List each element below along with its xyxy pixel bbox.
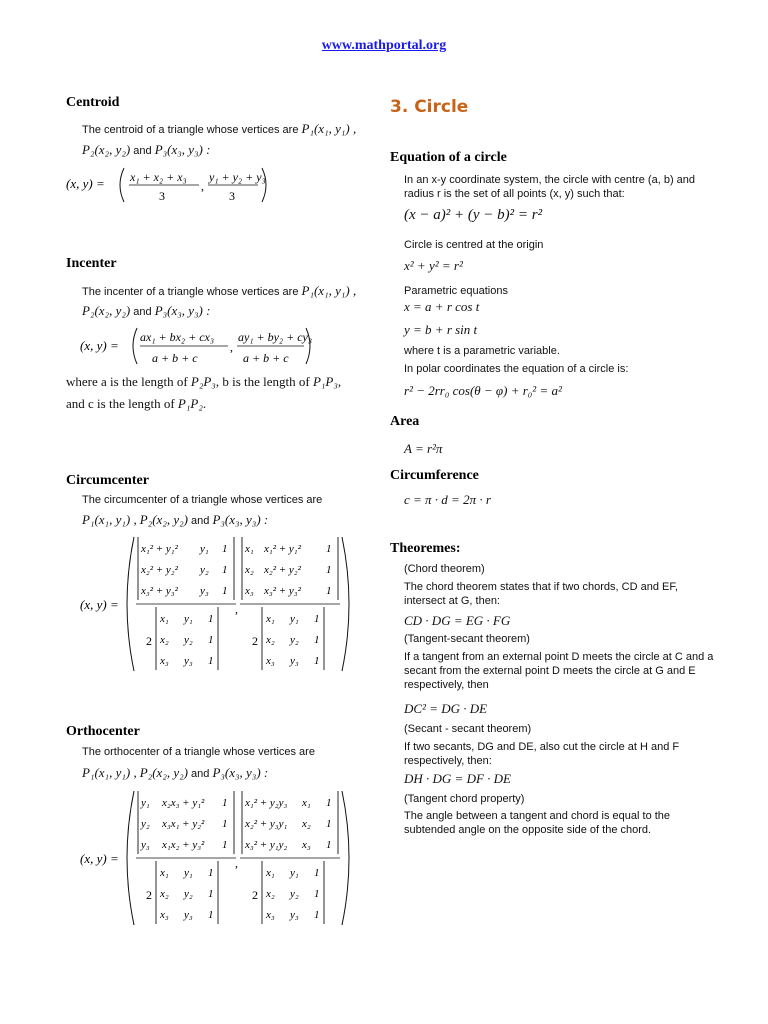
denominator-2-cell: x₁ <box>266 867 275 879</box>
tangent-secant-name: (Tangent-secant theorem) <box>404 633 530 645</box>
denominator-1-cell: y₃ <box>184 909 193 921</box>
denominator-1-cell: y₂ <box>184 634 193 646</box>
centroid-den1: 3 <box>159 189 165 203</box>
centroid-num2: y₁ + y₂ + y₃ <box>209 170 266 184</box>
centroid-den2: 3 <box>229 189 235 203</box>
equation-param-x: x = a + r cos t <box>404 299 480 314</box>
incenter-den1: a + b + c <box>152 351 198 365</box>
numerator-2-cell: 1 <box>326 564 332 576</box>
denominator-2-cell: y₂ <box>290 888 299 900</box>
denominator-2-cell: 1 <box>314 867 320 879</box>
denominator-coefficient: 2 <box>252 634 258 648</box>
secant-secant-text: If two secants, DG and DE, also cut the circle at H and F respectively, then: <box>404 741 680 767</box>
circumcenter-p3: P₃(x₃, y₃) : <box>212 512 269 527</box>
denominator-2-cell: y₃ <box>290 909 299 921</box>
denominator-1-cell: 1 <box>208 613 214 625</box>
where-t-text: where t is a parametric variable. <box>404 345 560 357</box>
centroid-num1: x₁ + x₂ + x₃ <box>130 170 187 184</box>
incenter-and: and <box>133 306 152 318</box>
circumcenter-text: The circumcenter of a triangle whose vertices are <box>82 494 323 506</box>
numerator-1-cell: 1 <box>222 585 228 597</box>
numerator-1-cell: y₂ <box>200 564 209 576</box>
centroid-and: and <box>133 145 152 157</box>
circumcenter-p2: P₂(x₂, y₂) <box>139 512 188 527</box>
parametric-text: Parametric equations <box>404 285 508 297</box>
comma: , <box>230 340 233 354</box>
numerator-2-cell: x₂ <box>302 818 311 830</box>
denominator-2-cell: x₂ <box>266 634 275 646</box>
equation-polar: r² − 2rr₀ cos(θ − φ) + r₀² = a² <box>404 383 562 398</box>
equation-title: Equation of a circle <box>390 150 507 165</box>
denominator-1-cell: 1 <box>208 655 214 667</box>
orthocenter-formula-lhs: (x, y) = <box>80 851 119 866</box>
circumference-title: Circumference <box>390 468 479 483</box>
denominator-1-cell: x₂ <box>160 634 169 646</box>
section-title: 3. Circle <box>390 97 469 117</box>
denominator-2-cell: y₁ <box>290 613 299 625</box>
denominator-1-cell: x₃ <box>160 655 169 667</box>
centroid-p1: P₁(x₁, y₁) , <box>301 121 357 136</box>
denominator-1-cell: x₃ <box>160 909 169 921</box>
paren-left <box>133 328 137 364</box>
where-p1p3: P₁P₃ <box>312 374 338 389</box>
centroid-formula-lhs: (x, y) = <box>66 176 105 191</box>
incenter-p3: P₃(x₃, y₃) : <box>154 303 211 318</box>
incenter-formula-lhs: (x, y) = <box>80 338 119 353</box>
numerator-1-cell: 1 <box>222 818 228 830</box>
incenter-where-1 <box>66 374 341 390</box>
denominator-coefficient: 2 <box>146 634 152 648</box>
denominator-2-cell: x₃ <box>266 655 275 667</box>
where-p2p3: P₂P₃ <box>190 374 216 389</box>
incenter-num2: ay₁ + by₂ + cy₃ <box>238 330 313 344</box>
denominator-2-cell: x₁ <box>266 613 275 625</box>
denominator-2-cell: y₁ <box>290 867 299 879</box>
incenter-p1: P₁(x₁, y₁) , <box>301 283 357 298</box>
where-text: , <box>337 374 342 389</box>
denominator-2-cell: 1 <box>314 888 320 900</box>
secant-secant-eq: DH · DG = DF · DE <box>404 771 511 786</box>
comma: , <box>235 856 238 870</box>
orthocenter-formula <box>80 787 365 929</box>
numerator-1-cell: x₁² + y₁² <box>141 543 178 555</box>
numerator-1-cell: y₂ <box>141 818 150 830</box>
centroid-p3: P₃(x₃, y₃) : <box>154 142 211 157</box>
where-text: , b is the length of <box>215 374 310 389</box>
circumference-equation: c = π · d = 2π · r <box>404 492 491 507</box>
denominator-1-cell: y₁ <box>184 867 193 879</box>
orthocenter-title: Orthocenter <box>66 724 140 739</box>
denominator-1-cell: y₃ <box>184 655 193 667</box>
area-equation: A = r²π <box>404 441 443 456</box>
where-text: where a is the length of <box>66 374 188 389</box>
where-text: and c is the length of <box>66 396 175 411</box>
centroid-p2: P₂(x₂, y₂) <box>82 142 131 157</box>
orthocenter-p2: P₂(x₂, y₂) <box>139 765 188 780</box>
header-link[interactable]: www.mathportal.org <box>321 38 447 53</box>
incenter-formula <box>80 323 320 369</box>
orthocenter-text: The orthocenter of a triangle whose vertices are <box>82 746 315 758</box>
tangent-secant-eq: DC² = DG · DE <box>404 701 488 716</box>
denominator-1-cell: x₁ <box>160 613 169 625</box>
equation-text: In an x-y coordinate system, the circle with centre (a, b) and radius r is the set of all points (x, y) such that: <box>404 174 696 200</box>
where-text: . <box>202 396 207 411</box>
circumcenter-text-2 <box>82 513 268 528</box>
numerator-2-cell: x₂ <box>245 564 254 576</box>
denominator-2-cell: 1 <box>314 613 320 625</box>
incenter-title: Incenter <box>66 256 117 271</box>
comma: , <box>235 602 238 616</box>
tangent-chord-name: (Tangent chord property) <box>404 793 525 805</box>
numerator-2-cell: x₁² + y₁² <box>264 543 301 555</box>
incenter-num1: ax₁ + bx₂ + cx₃ <box>140 330 215 344</box>
polar-text: In polar coordinates the equation of a circle is: <box>404 363 629 375</box>
denominator-1-cell: 1 <box>208 888 214 900</box>
numerator-1-cell: 1 <box>222 797 228 809</box>
denominator-1-cell: 1 <box>208 867 214 879</box>
numerator-1-cell: x₁x₂ + y₃² <box>162 839 205 851</box>
where-p1p2: P₁P₂ <box>177 396 203 411</box>
denominator-coefficient: 2 <box>146 888 152 902</box>
circumcenter-formula-lhs: (x, y) = <box>80 597 119 612</box>
denominator-2-cell: 1 <box>314 634 320 646</box>
tangent-chord-text: The angle between a tangent and chord is equal to the subtended angle on the opposite side of the chord. <box>404 810 671 836</box>
paren-left <box>120 168 124 202</box>
incenter-text-2 <box>82 304 210 319</box>
denominator-1-cell: y₂ <box>184 888 193 900</box>
numerator-1-cell: x₂x₃ + y₁² <box>162 797 205 809</box>
denominator-2-cell: x₃ <box>266 909 275 921</box>
secant-secant-name: (Secant - secant theorem) <box>404 723 532 735</box>
equation-param-y: y = b + r sin t <box>404 322 478 337</box>
orthocenter-text-2 <box>82 766 268 781</box>
incenter-where-2 <box>66 396 206 412</box>
numerator-2-cell: x₂² + y₂² <box>264 564 301 576</box>
chord-theorem-text: The chord theorem states that if two chords, CD and EF, intersect at G, then: <box>404 581 678 607</box>
equation-general: (x − a)² + (y − b)² = r² <box>404 207 543 223</box>
denominator-2-cell: y₂ <box>290 634 299 646</box>
circumcenter-title: Circumcenter <box>66 473 149 488</box>
paren-left <box>127 791 134 925</box>
numerator-1-cell: 1 <box>222 543 228 555</box>
paren-left <box>127 537 134 671</box>
tangent-secant-text: If a tangent from an external point D meets the circle at C and a secant from the external point D meets the circle at G and E respectively, then <box>404 651 714 691</box>
centroid-title: Centroid <box>66 95 120 110</box>
paren-right <box>342 791 349 925</box>
numerator-2-cell: x₃ <box>302 839 311 851</box>
denominator-2-cell: x₂ <box>266 888 275 900</box>
numerator-2-cell: x₁ <box>245 543 254 555</box>
centroid-text-2 <box>82 143 210 158</box>
numerator-1-cell: 1 <box>222 839 228 851</box>
denominator-2-cell: 1 <box>314 909 320 921</box>
denominator-1-cell: y₁ <box>184 613 193 625</box>
comma: , <box>201 179 204 193</box>
circumcenter-and: and <box>191 515 210 527</box>
numerator-2-cell: x₂² + y₃y₁ <box>245 818 288 830</box>
orthocenter-and: and <box>191 768 210 780</box>
centroid-formula <box>66 162 286 210</box>
area-title: Area <box>390 414 420 429</box>
numerator-2-cell: 1 <box>326 543 332 555</box>
numerator-1-cell: x₃x₁ + y₂² <box>162 818 205 830</box>
orthocenter-p3: P₃(x₃, y₃) : <box>212 765 269 780</box>
numerator-1-cell: y₃ <box>200 585 209 597</box>
numerator-1-cell: y₁ <box>141 797 150 809</box>
numerator-1-cell: x₃² + y₃² <box>141 585 178 597</box>
numerator-2-cell: x₃² + y₃² <box>264 585 301 597</box>
numerator-2-cell: 1 <box>326 839 332 851</box>
denominator-1-cell: 1 <box>208 634 214 646</box>
chord-theorem-eq: CD · DG = EG · FG <box>404 613 511 628</box>
theoremes-title: Theoremes: <box>390 541 461 556</box>
centroid-text <box>82 122 356 137</box>
numerator-2-cell: x₁ <box>302 797 311 809</box>
denominator-coefficient: 2 <box>252 888 258 902</box>
circumcenter-formula <box>80 533 365 675</box>
incenter-den2: a + b + c <box>243 351 289 365</box>
numerator-2-cell: 1 <box>326 818 332 830</box>
numerator-1-cell: x₂² + y₂² <box>141 564 178 576</box>
incenter-p2: P₂(x₂, y₂) <box>82 303 131 318</box>
paren-right <box>342 537 349 671</box>
numerator-2-cell: x₃² + y₁y₂ <box>245 839 288 851</box>
incenter-text-a: The incenter of a triangle whose vertices are <box>82 286 299 298</box>
circumcenter-p1: P₁(x₁, y₁) , <box>82 512 137 527</box>
denominator-2-cell: y₃ <box>290 655 299 667</box>
centroid-text-a: The centroid of a triangle whose vertices are <box>82 124 299 136</box>
incenter-text <box>82 284 356 299</box>
denominator-1-cell: 1 <box>208 909 214 921</box>
numerator-2-cell: 1 <box>326 797 332 809</box>
numerator-2-cell: x₃ <box>245 585 254 597</box>
numerator-2-cell: 1 <box>326 585 332 597</box>
numerator-1-cell: y₁ <box>200 543 209 555</box>
equation-origin: x² + y² = r² <box>404 258 463 273</box>
chord-theorem-name: (Chord theorem) <box>404 563 485 575</box>
numerator-1-cell: 1 <box>222 564 228 576</box>
orthocenter-p1: P₁(x₁, y₁) , <box>82 765 137 780</box>
numerator-1-cell: y₃ <box>141 839 150 851</box>
denominator-1-cell: x₂ <box>160 888 169 900</box>
denominator-2-cell: 1 <box>314 655 320 667</box>
numerator-2-cell: x₁² + y₂y₃ <box>245 797 288 809</box>
origin-text: Circle is centred at the origin <box>404 239 544 251</box>
denominator-1-cell: x₁ <box>160 867 169 879</box>
